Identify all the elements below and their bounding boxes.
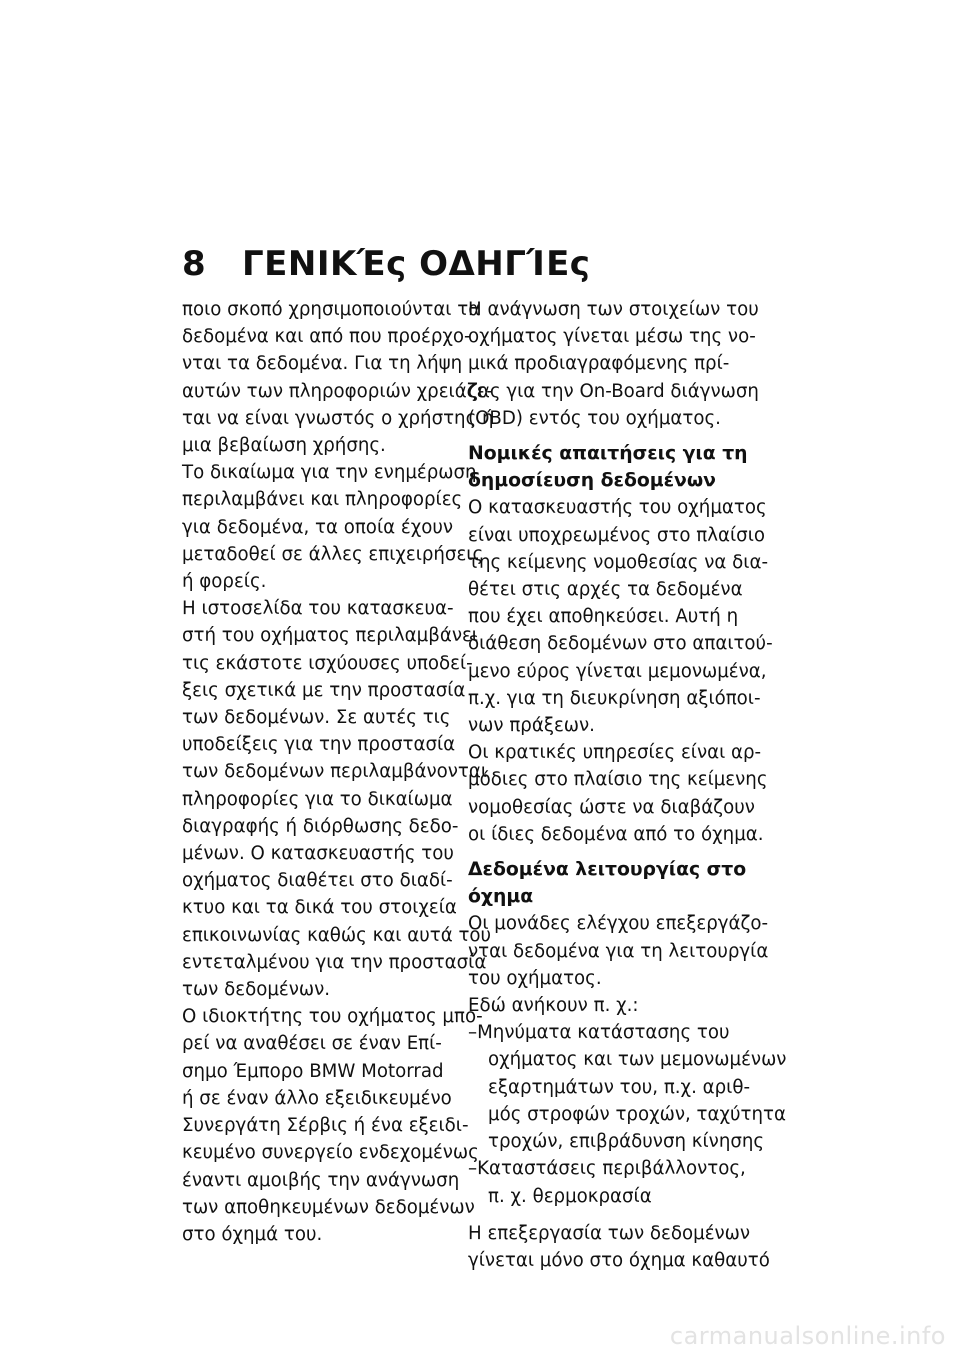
text-line: ζας για την On-Board διάγνωση (468, 380, 759, 402)
text-line: νται δεδομένα για τη λειτουργία (468, 940, 769, 962)
text-line: Εδώ ανήκουν π. χ.: (468, 995, 639, 1017)
heading-line: δημοσίευση δεδομένων (468, 470, 716, 492)
left-column (182, 296, 494, 1248)
right-column (468, 296, 787, 1274)
text-line: μια βεβαίωση χρήσης. (182, 435, 386, 457)
closing-paragraph (468, 1220, 770, 1274)
text-line: ται να είναι γνωστός ο χρήστης ή (182, 407, 494, 429)
text-line: Η ιστοσελίδα του κατασκευα- (182, 598, 454, 620)
text-line: διάθεση δεδομένων στο απαιτού- (468, 633, 773, 655)
text-line: που έχει αποθηκεύσει. Αυτή η (468, 606, 739, 628)
text-line: περιλαμβάνει και πληροφορίες (182, 489, 463, 511)
watermark: carmanualsonline.info (669, 1322, 946, 1350)
text-line: υποδείξεις για την προστασία (182, 734, 456, 756)
bullet-line: π. χ. θερμοκρασία (488, 1185, 652, 1207)
section-body-operating-data (468, 910, 769, 1019)
bullet-line: μός στροφών τροχών, ταχύτητα (488, 1103, 786, 1125)
bullet-line: οχήματος και των μεμονωμένων (488, 1049, 787, 1071)
text-line: Ο κατασκευαστής του οχήματος (468, 497, 767, 519)
text-line: της κείμενης νομοθεσίας να δια- (468, 551, 769, 573)
text-line: οι ίδιες δεδομένα από το όχημα. (468, 823, 764, 845)
bullet-line: –Μηνύματα κατάστασης του (468, 1022, 730, 1044)
page-header (182, 242, 742, 286)
text-line: εντεταλμένου για την προστασία (182, 951, 487, 973)
intro-paragraph (468, 296, 766, 432)
text-line: κτυο και τα δικά του στοιχεία (182, 897, 457, 919)
text-line: οχήματος γίνεται μέσω της νο- (468, 326, 756, 348)
text-line: π.χ. για τη διευκρίνηση αξιόποι- (468, 687, 761, 709)
text-line: γίνεται μόνο στο όχημα καθαυτό (468, 1249, 770, 1271)
text-line: ξεις σχετικά με την προστασία (182, 679, 466, 701)
text-line: για δεδομένα, τα οποία έχουν (182, 516, 454, 538)
page-title: ΓΕΝΙΚΈς ΟΔΗΓΊΕς (242, 244, 591, 284)
text-line: των αποθηκευμένων δεδομένων (182, 1196, 475, 1218)
text-line: δεδομένα και από που προέρχο- (182, 326, 471, 348)
text-line: μεταδοθεί σε άλλες επιχειρήσεις (182, 543, 484, 565)
text-line: Το δικαίωμα για την ενημέρωση (182, 462, 477, 484)
text-line: Συνεργάτη Σέρβις ή ένα εξειδι- (182, 1115, 469, 1137)
text-line: νων πράξεων. (468, 715, 595, 737)
text-line: οχήματος διαθέτει στο διαδί- (182, 870, 453, 892)
text-line: κευμένο συνεργείο ενδεχομένως (182, 1142, 479, 1164)
text-line: των δεδομένων. (182, 979, 331, 1001)
heading-line: Δεδομένα λειτουργίας στο (468, 859, 747, 881)
text-line: μόδιες στο πλαίσιο της κείμενης (468, 769, 768, 791)
text-line: Οι κρατικές υπηρεσίες είναι αρ- (468, 742, 762, 764)
text-line: νται τα δεδομένα. Για τη λήψη (182, 353, 463, 375)
text-line: (OBD) εντός του οχήματος. (468, 407, 721, 429)
text-line: Οι μονάδες ελέγχου επεξεργάζο- (468, 913, 769, 935)
section-body-legal (468, 494, 773, 848)
text-line: ποιο σκοπό χρησιμοποιούνται τα (182, 299, 481, 320)
text-line: μικά προδιαγραφόμενης πρί- (468, 353, 730, 375)
text-line: έναντι αμοιβής την ανάγνωση (182, 1169, 460, 1191)
text-line: ή σε έναν άλλο εξειδικευμένο (182, 1087, 452, 1109)
text-line: διαγραφής ή διόρθωσης δεδο- (182, 815, 459, 837)
text-line: στή του οχήματος περιλαμβάνει (182, 625, 478, 647)
page-number: 8 (182, 244, 207, 284)
text-line: μένων. Ο κατασκευαστής του (182, 843, 454, 865)
text-line: Η ανάγνωση των στοιχείων του (468, 299, 759, 320)
text-line: πληροφορίες για το δικαίωμα (182, 788, 453, 810)
bullet-line: εξαρτημάτων του, π.χ. αριθ- (488, 1076, 751, 1098)
heading-line: Νομικές απαιτήσεις για τη (468, 443, 748, 465)
text-line: ρεί να αναθέσει σε έναν Επί- (182, 1033, 442, 1055)
text-line: θέτει στις αρχές τα δεδομένα (468, 579, 743, 601)
heading-line: όχημα (468, 886, 534, 908)
text-line: των δεδομένων. Σε αυτές τις (182, 707, 451, 729)
section-heading-legal (468, 440, 766, 494)
text-line: των δεδομένων περιλαμβάνονται (182, 761, 488, 783)
text-line: Η επεξεργασία των δεδομένων (468, 1222, 751, 1244)
text-line: σημο Έμπορο BMW Motorrad (182, 1060, 444, 1082)
text-line: μενο εύρος γίνεται μεμονωμένα, (468, 660, 767, 682)
text-line: αυτών των πληροφοριών χρειάζε- (182, 380, 493, 402)
bullet-line: –Καταστάσεις περιβάλλοντος, (468, 1158, 746, 1180)
bullet-item (468, 1155, 766, 1209)
text-line: είναι υποχρεωμένος στο πλαίσιο (468, 524, 765, 546)
text-line: επικοινωνίας καθώς και αυτά του (182, 924, 492, 946)
section-heading-operating-data (468, 856, 766, 910)
text-line: Ο ιδιοκτήτης του οχήματος μπο- (182, 1006, 483, 1028)
bullet-item (468, 1019, 787, 1155)
text-line: στο όχημά του. (182, 1223, 323, 1245)
bullet-line: τροχών, επιβράδυνση κίνησης (488, 1131, 765, 1153)
text-line: νομοθεσίας ώστε να διαβάζουν (468, 796, 755, 818)
text-line: του οχήματος. (468, 967, 602, 989)
text-line: τις εκάστοτε ισχύουσες υποδεί- (182, 652, 473, 674)
text-line: ή φορείς. (182, 571, 267, 593)
